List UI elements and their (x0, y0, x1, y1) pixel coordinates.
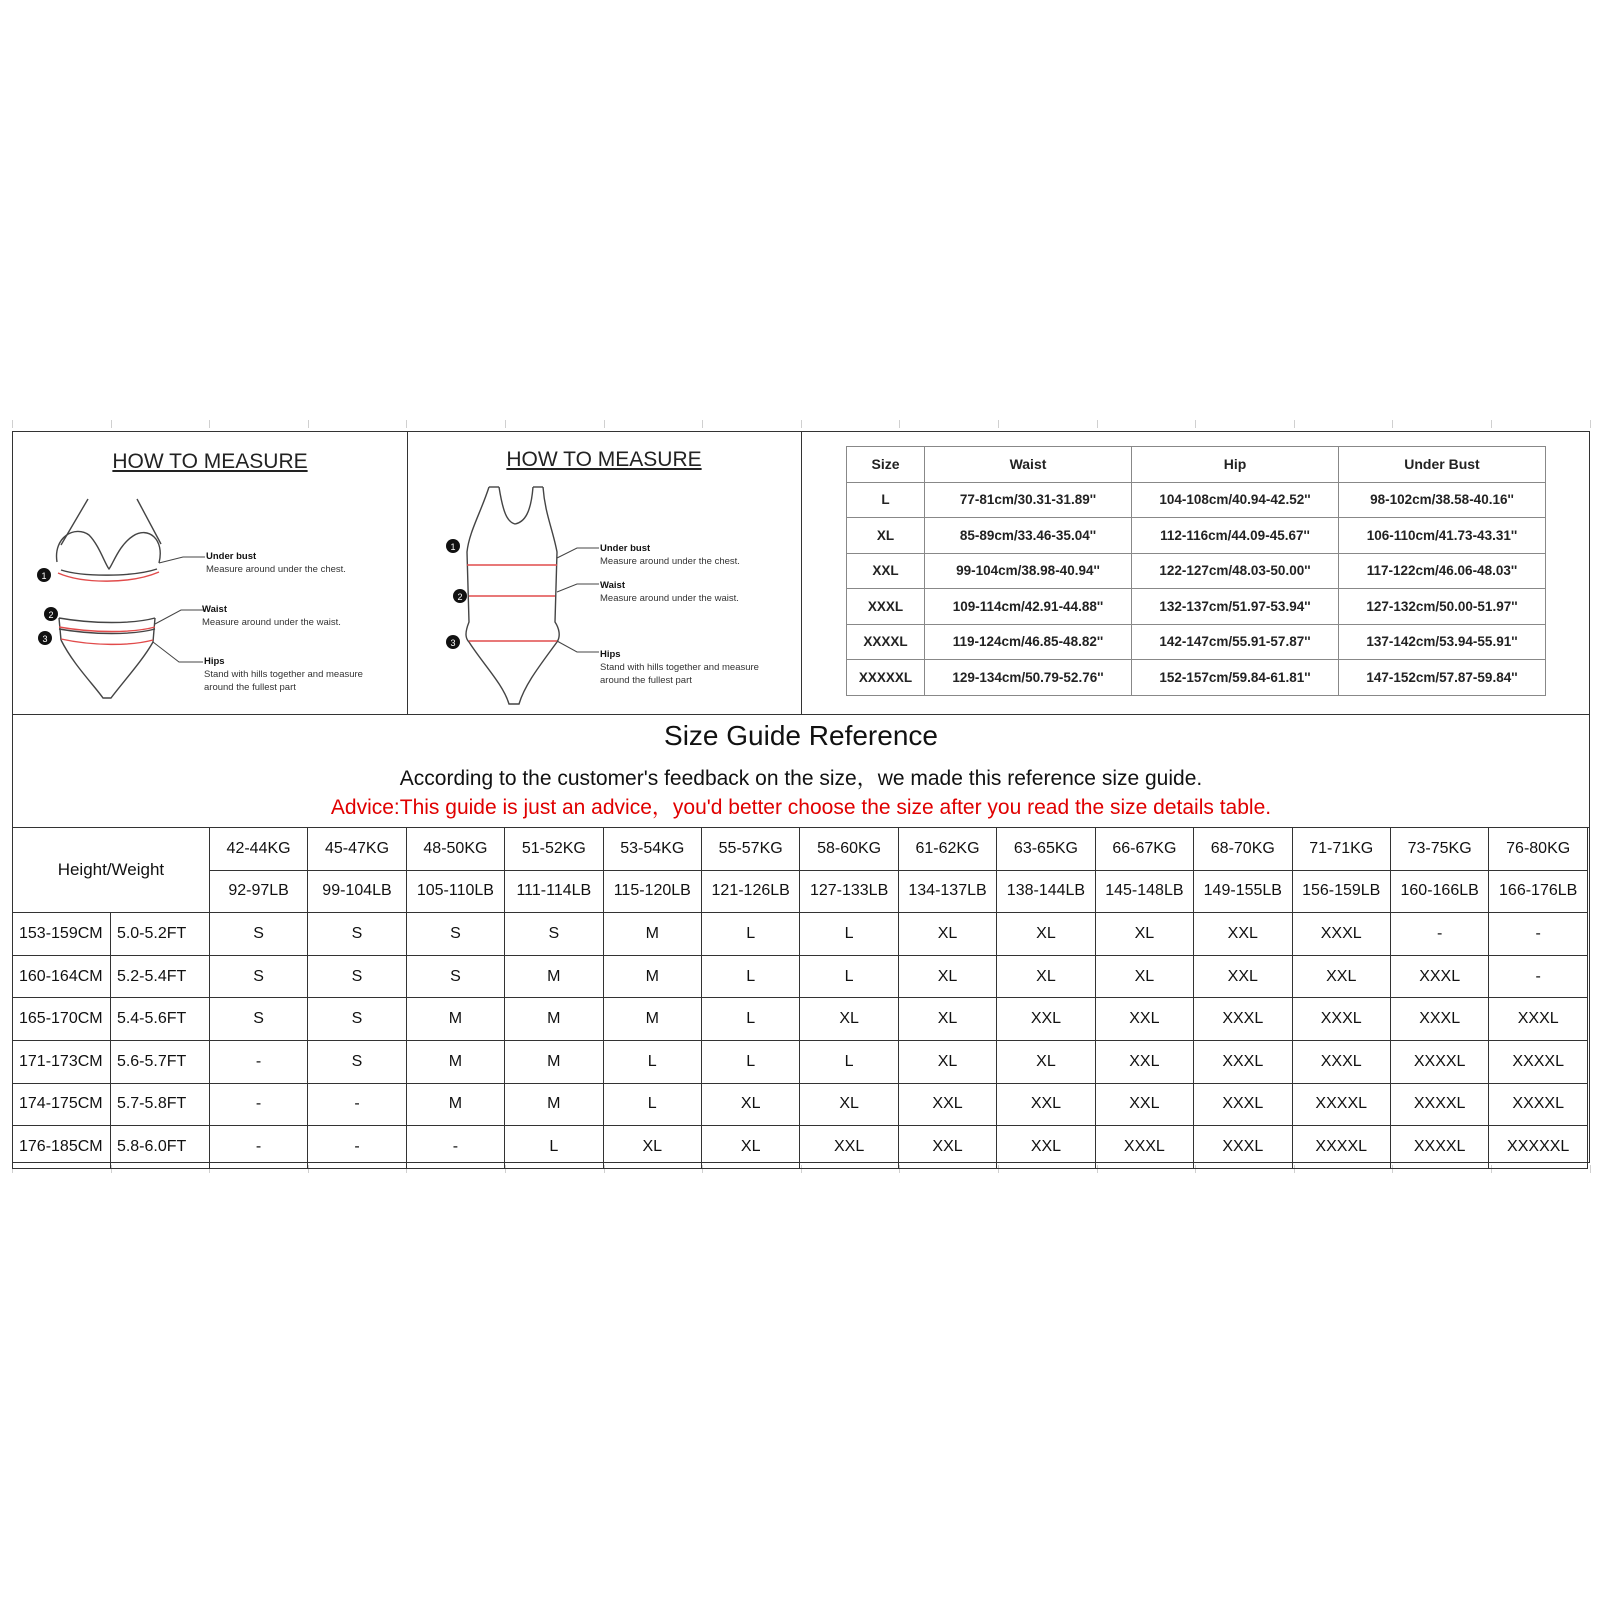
reference-row (13, 998, 1588, 1041)
recommended-size-cell: S (209, 955, 307, 998)
callout-text: Measure around under the chest. (206, 564, 346, 575)
how-to-measure-title: HOW TO MEASURE (112, 450, 308, 473)
size-table-row (847, 518, 1546, 554)
reference-row (13, 1126, 1588, 1169)
height-ft-cell: 5.2-5.4FT (110, 955, 209, 998)
size-table-row (847, 482, 1546, 518)
badge-number: 2 (48, 610, 54, 620)
recommended-size-cell: XXXL (1390, 955, 1488, 998)
callout-under-bust (600, 542, 740, 568)
grid-tick (1195, 420, 1196, 428)
height-ft-cell: 5.0-5.2FT (110, 913, 209, 956)
grid-tick (1392, 420, 1393, 428)
weight-lb-header: 134-137LB (898, 870, 996, 913)
recommended-size-cell: XL (701, 1126, 799, 1169)
weight-lb-header: 99-104LB (308, 870, 406, 913)
reference-row (13, 1040, 1588, 1083)
recommended-size-cell: S (209, 998, 307, 1041)
recommended-size-cell: XL (997, 913, 1095, 956)
recommended-size-cell: XXL (997, 998, 1095, 1041)
recommended-size-cell: L (800, 913, 898, 956)
recommended-size-cell: - (1390, 913, 1488, 956)
callout-under-bust (206, 550, 346, 576)
kg-header-row (13, 828, 1588, 871)
recommended-size-cell: XXL (1194, 913, 1292, 956)
recommended-size-cell: XXXL (1292, 913, 1390, 956)
recommended-size-cell: L (505, 1126, 603, 1169)
measurement-cell: 112-116cm/44.09-45.67'' (1132, 518, 1339, 554)
weight-lb-header: 160-166LB (1390, 870, 1488, 913)
callout-label: Under bust (600, 543, 651, 554)
weight-kg-header: 51-52KG (505, 828, 603, 871)
measure-row (13, 432, 1589, 715)
size-label-cell: XXXL (847, 589, 925, 625)
height-ft-cell: 5.8-6.0FT (110, 1126, 209, 1169)
weight-lb-header: 149-155LB (1194, 870, 1292, 913)
measurement-cell: 99-104cm/38.98-40.94'' (925, 553, 1132, 589)
recommended-size-cell: M (505, 955, 603, 998)
weight-kg-header: 73-75KG (1390, 828, 1488, 871)
badge-number: 2 (457, 592, 463, 602)
weight-kg-header: 66-67KG (1095, 828, 1193, 871)
recommended-size-cell: M (406, 1040, 504, 1083)
recommended-size-cell: S (406, 955, 504, 998)
callout-text: Stand with hills together and measure around the fullest part (204, 669, 363, 693)
recommended-size-cell: XXXXL (1292, 1126, 1390, 1169)
recommended-size-cell: M (505, 1040, 603, 1083)
height-cm-cell: 174-175CM (13, 1083, 111, 1126)
recommended-size-cell: XXXL (1095, 1126, 1193, 1169)
grid-tick (308, 420, 309, 428)
callout-waist (600, 579, 780, 605)
measurement-cell: 119-124cm/46.85-48.82'' (925, 624, 1132, 660)
recommended-size-cell: XXL (800, 1126, 898, 1169)
recommended-size-cell: XL (1095, 913, 1193, 956)
size-label-cell: L (847, 482, 925, 518)
recommended-size-cell: XXXL (1194, 998, 1292, 1041)
weight-lb-header: 127-133LB (800, 870, 898, 913)
size-table-row (847, 624, 1546, 660)
height-ft-cell: 5.7-5.8FT (110, 1083, 209, 1126)
recommended-size-cell: - (209, 1083, 307, 1126)
callout-label: Waist (600, 580, 625, 591)
height-ft-cell: 5.4-5.6FT (110, 998, 209, 1041)
measurement-cell: 85-89cm/33.46-35.04'' (925, 518, 1132, 554)
recommended-size-cell: L (701, 955, 799, 998)
measurement-cell: 122-127cm/48.03-50.00'' (1132, 553, 1339, 589)
recommended-size-cell: XL (701, 1083, 799, 1126)
grid-tick (1294, 420, 1295, 428)
measurement-cell: 104-108cm/40.94-42.52'' (1132, 482, 1339, 518)
measurement-cell: 106-110cm/41.73-43.31'' (1339, 518, 1546, 554)
weight-kg-header: 71-71KG (1292, 828, 1390, 871)
recommended-size-cell: - (308, 1126, 406, 1169)
grid-tick (209, 420, 210, 428)
recommended-size-cell: XXL (1095, 1040, 1193, 1083)
callout-hips (204, 655, 389, 694)
callout-label: Hips (204, 656, 225, 667)
weight-kg-header: 76-80KG (1489, 828, 1588, 871)
recommended-size-cell: M (603, 913, 701, 956)
grid-tick (1590, 420, 1591, 428)
weight-kg-header: 53-54KG (603, 828, 701, 871)
size-label-cell: XXXXL (847, 624, 925, 660)
recommended-size-cell: M (505, 998, 603, 1041)
size-label-cell: XXL (847, 553, 925, 589)
size-guide-header (13, 714, 1589, 828)
recommended-size-cell: S (308, 913, 406, 956)
recommended-size-cell: XL (603, 1126, 701, 1169)
weight-kg-header: 42-44KG (209, 828, 307, 871)
callout-text: Stand with hills together and measure around the fullest part (600, 662, 759, 686)
weight-lb-header: 115-120LB (603, 870, 701, 913)
recommended-size-cell: - (1489, 955, 1588, 998)
recommended-size-cell: S (308, 955, 406, 998)
weight-lb-header: 145-148LB (1095, 870, 1193, 913)
recommended-size-cell: S (406, 913, 504, 956)
recommended-size-cell: L (800, 955, 898, 998)
grid-tick (1590, 1165, 1591, 1173)
badge-number: 3 (42, 634, 48, 644)
recommended-size-cell: XXL (898, 1083, 996, 1126)
callout-label: Waist (202, 604, 227, 615)
header-cell: Under Bust (1339, 447, 1546, 483)
recommended-size-cell: XXXXL (1489, 1083, 1588, 1126)
size-chart-frame (12, 431, 1590, 1163)
measurement-cell: 147-152cm/57.87-59.84'' (1339, 660, 1546, 696)
recommended-size-cell: XXL (1095, 1083, 1193, 1126)
weight-lb-header: 138-144LB (997, 870, 1095, 913)
weight-kg-header: 63-65KG (997, 828, 1095, 871)
size-table-row (847, 553, 1546, 589)
height-cm-cell: 160-164CM (13, 955, 111, 998)
reference-row (13, 913, 1588, 956)
guide-title: Size Guide Reference (664, 720, 938, 751)
header-cell: Waist (925, 447, 1132, 483)
grid-tick (1491, 420, 1492, 428)
weight-lb-header: 156-159LB (1292, 870, 1390, 913)
recommended-size-cell: XL (997, 1040, 1095, 1083)
measurement-cell: 117-122cm/46.06-48.03'' (1339, 553, 1546, 589)
weight-kg-header: 45-47KG (308, 828, 406, 871)
callout-label: Under bust (206, 551, 257, 562)
recommended-size-cell: M (406, 1083, 504, 1126)
measurement-cell: 137-142cm/53.94-55.91'' (1339, 624, 1546, 660)
recommended-size-cell: - (308, 1083, 406, 1126)
weight-lb-header: 166-176LB (1489, 870, 1588, 913)
recommended-size-cell: S (308, 1040, 406, 1083)
recommended-size-cell: XXL (1292, 955, 1390, 998)
height-cm-cell: 165-170CM (13, 998, 111, 1041)
weight-lb-header: 111-114LB (505, 870, 603, 913)
recommended-size-cell: L (800, 1040, 898, 1083)
measurement-cell: 109-114cm/42.91-44.88'' (925, 589, 1132, 625)
recommended-size-cell: M (406, 998, 504, 1041)
callout-waist (202, 603, 382, 629)
size-table-row (847, 660, 1546, 696)
grid-tick (702, 420, 703, 428)
recommended-size-cell: - (209, 1040, 307, 1083)
badge-number: 3 (450, 638, 456, 648)
onepiece-measure-panel (407, 432, 802, 714)
how-to-measure-title: HOW TO MEASURE (506, 448, 702, 471)
size-label-cell: XL (847, 518, 925, 554)
recommended-size-cell: XL (898, 955, 996, 998)
recommended-size-cell: L (603, 1040, 701, 1083)
recommended-size-cell: L (701, 1040, 799, 1083)
weight-lb-header: 92-97LB (209, 870, 307, 913)
weight-kg-header: 61-62KG (898, 828, 996, 871)
size-details-panel (802, 432, 1589, 714)
recommended-size-cell: XXXXL (1390, 1040, 1488, 1083)
badge-number: 1 (450, 542, 456, 552)
recommended-size-cell: XXXXL (1390, 1083, 1488, 1126)
height-cm-cell: 171-173CM (13, 1040, 111, 1083)
height-ft-cell: 5.6-5.7FT (110, 1040, 209, 1083)
recommended-size-cell: XL (898, 913, 996, 956)
measurement-cell: 152-157cm/59.84-61.81'' (1132, 660, 1339, 696)
recommended-size-cell: XXXXL (1390, 1126, 1488, 1169)
reference-row (13, 1083, 1588, 1126)
callout-label: Hips (600, 649, 621, 660)
header-cell: Size (847, 447, 925, 483)
recommended-size-cell: M (505, 1083, 603, 1126)
grid-tick (604, 420, 605, 428)
recommended-size-cell: XXXL (1489, 998, 1588, 1041)
measurement-cell: 142-147cm/55.91-57.87'' (1132, 624, 1339, 660)
grid-tick (899, 420, 900, 428)
recommended-size-cell: XXXL (1194, 1126, 1292, 1169)
recommended-size-cell: XXL (1095, 998, 1193, 1041)
recommended-size-cell: XXL (898, 1126, 996, 1169)
recommended-size-cell: S (308, 998, 406, 1041)
recommended-size-cell: M (603, 955, 701, 998)
weight-kg-header: 55-57KG (701, 828, 799, 871)
grid-tick (1097, 420, 1098, 428)
measurement-cell: 132-137cm/51.97-53.94'' (1132, 589, 1339, 625)
guide-advice: Advice:This guide is just an advice，you'd better choose the size after you read the size details table. (330, 796, 1272, 819)
grid-tick (505, 420, 506, 428)
recommended-size-cell: XXXL (1292, 1040, 1390, 1083)
height-cm-cell: 176-185CM (13, 1126, 111, 1169)
weight-lb-header: 105-110LB (406, 870, 504, 913)
recommended-size-cell: XXXXXL (1489, 1126, 1588, 1169)
recommended-size-cell: XXXXL (1292, 1083, 1390, 1126)
height-cm-cell: 153-159CM (13, 913, 111, 956)
size-label-cell: XXXXXL (847, 660, 925, 696)
recommended-size-cell: M (603, 998, 701, 1041)
header-cell: Hip (1132, 447, 1339, 483)
recommended-size-cell: XXXL (1292, 998, 1390, 1041)
bikini-measure-panel (13, 432, 408, 714)
recommended-size-cell: XL (997, 955, 1095, 998)
weight-lb-header: 121-126LB (701, 870, 799, 913)
recommended-size-cell: XL (1095, 955, 1193, 998)
recommended-size-cell: XXXXL (1489, 1040, 1588, 1083)
grid-tick (998, 420, 999, 428)
badge-number: 1 (41, 571, 47, 581)
height-weight-corner: Height/Weight (13, 828, 210, 913)
weight-kg-header: 48-50KG (406, 828, 504, 871)
lb-header-row (13, 870, 1588, 913)
recommended-size-cell: XL (898, 998, 996, 1041)
recommended-size-cell: XXL (997, 1083, 1095, 1126)
callout-text: Measure around under the chest. (600, 556, 740, 567)
top-grid-ticks (12, 420, 1590, 428)
guide-subtitle: According to the customer's feedback on the size，we made this reference size guide. (399, 767, 1203, 790)
size-table-header-row (847, 447, 1546, 483)
recommended-size-cell: - (406, 1126, 504, 1169)
recommended-size-cell: XXL (997, 1126, 1095, 1169)
callout-text: Measure around under the waist. (202, 617, 341, 628)
measurement-cell: 98-102cm/38.58-40.16'' (1339, 482, 1546, 518)
recommended-size-cell: XXXL (1194, 1083, 1292, 1126)
recommended-size-cell: XXL (1194, 955, 1292, 998)
recommended-size-cell: XXXL (1390, 998, 1488, 1041)
measurement-cell: 129-134cm/50.79-52.76'' (925, 660, 1132, 696)
callout-text: Measure around under the waist. (600, 593, 739, 604)
size-details-table (846, 446, 1546, 696)
measurement-cell: 127-132cm/50.00-51.97'' (1339, 589, 1546, 625)
weight-kg-header: 58-60KG (800, 828, 898, 871)
recommended-size-cell: XL (800, 998, 898, 1041)
grid-tick (111, 420, 112, 428)
recommended-size-cell: S (209, 913, 307, 956)
recommended-size-cell: L (701, 913, 799, 956)
reference-row (13, 955, 1588, 998)
callout-hips (600, 648, 785, 687)
recommended-size-cell: - (1489, 913, 1588, 956)
recommended-size-cell: XXXL (1194, 1040, 1292, 1083)
recommended-size-cell: S (505, 913, 603, 956)
size-table-row (847, 589, 1546, 625)
recommended-size-cell: L (603, 1083, 701, 1126)
recommended-size-cell: XL (800, 1083, 898, 1126)
measurement-cell: 77-81cm/30.31-31.89'' (925, 482, 1132, 518)
recommended-size-cell: - (209, 1126, 307, 1169)
recommended-size-cell: XL (898, 1040, 996, 1083)
grid-tick (801, 420, 802, 428)
recommended-size-cell: L (701, 998, 799, 1041)
grid-tick (406, 420, 407, 428)
grid-tick (12, 420, 13, 428)
size-reference-table (12, 827, 1588, 1169)
weight-kg-header: 68-70KG (1194, 828, 1292, 871)
